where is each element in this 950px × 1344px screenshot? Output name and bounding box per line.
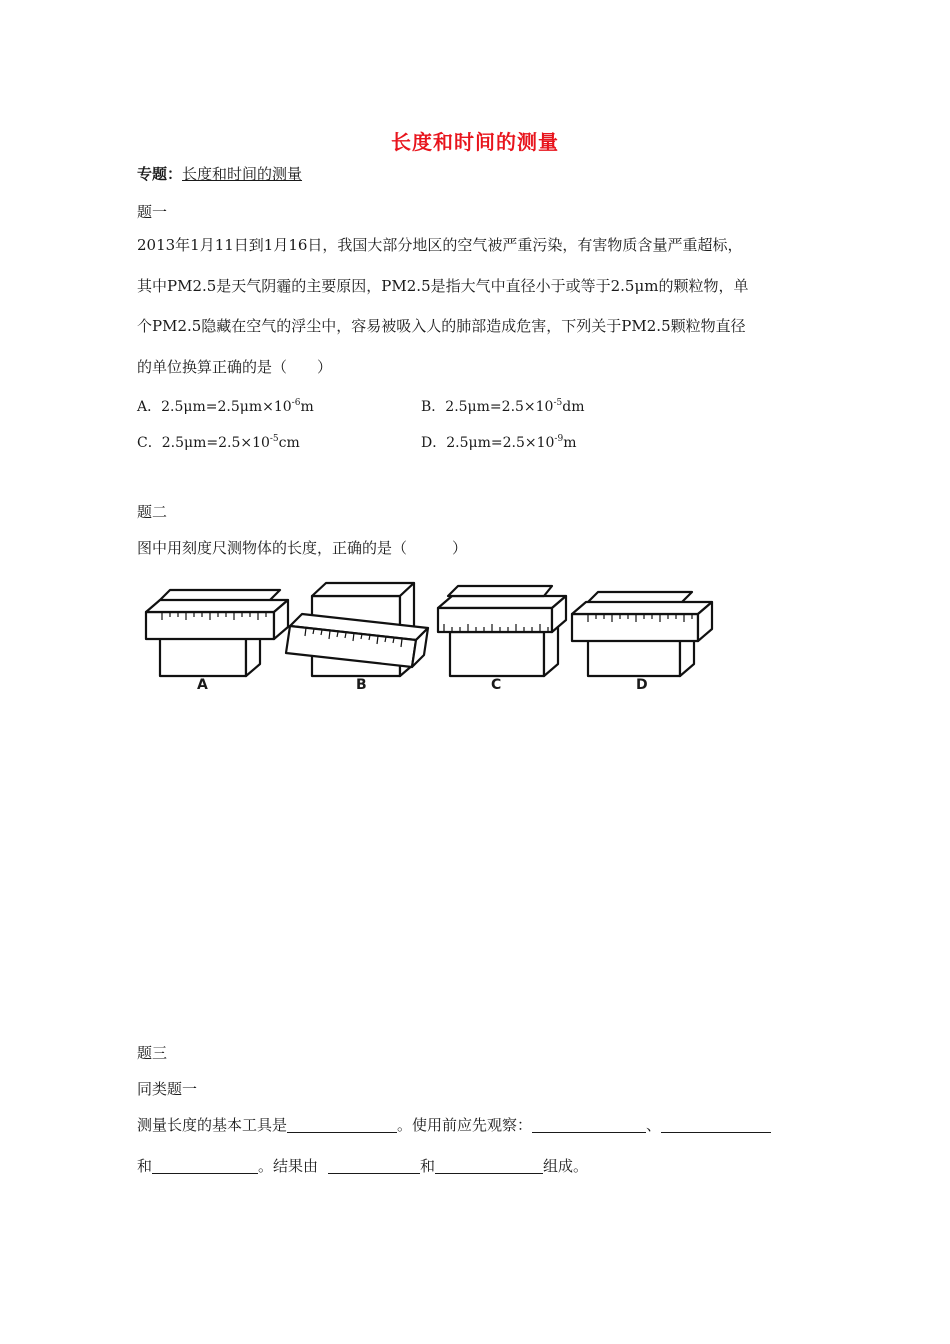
page-title: 长度和时间的测量 — [391, 130, 559, 154]
figure-label-a: A — [197, 677, 208, 693]
figure-c — [438, 586, 566, 676]
q1-option-c: C．$2.5\mu m=2.5\times 10^{-5}cm$ — [137, 434, 300, 451]
q1-line-4: 的单位换算正确的是（ ） — [137, 357, 333, 376]
q2-header: 题二 — [137, 503, 168, 521]
answer-blank-3[interactable] — [661, 1116, 771, 1133]
topic-line — [137, 163, 302, 184]
q1-line-3: 个PM2.5隐藏在空气的浮尘中，容易被吸入人的肺部造成危害，下列关于PM2.5颗粒物直径 — [137, 317, 746, 335]
figure-label-c: C — [491, 677, 502, 693]
figure-a — [146, 590, 288, 676]
ruler-measurement-figure — [140, 574, 720, 699]
q1-option-d: D．$2.5\mu m=2.5\times 10^{-9}m$ — [421, 434, 577, 451]
answer-blank-6[interactable] — [435, 1157, 543, 1174]
figure-label-d: D — [636, 677, 648, 693]
answer-blank-4[interactable] — [152, 1157, 258, 1174]
q3-subheader: 同类题一 — [137, 1080, 198, 1098]
answer-blank-2[interactable] — [532, 1116, 646, 1133]
answer-blank-1[interactable] — [287, 1116, 397, 1133]
q1-option-b: B．$2.5\mu m=2.5\times 10^{-5}dm$ — [421, 398, 585, 415]
q3-line2-text-4: 组成。 — [543, 1157, 589, 1175]
q3-line-1 — [137, 1114, 771, 1135]
answer-blank-5[interactable] — [328, 1157, 420, 1174]
q1-option-a: A．$2.5\mu m=2.5\mu m\times 10^{-6}m$ — [137, 398, 314, 415]
q3-line1-text-3: 、 — [646, 1116, 662, 1134]
q1-paragraph — [137, 225, 748, 387]
q3-line-2 — [137, 1155, 588, 1176]
figure-label-b: B — [356, 677, 367, 693]
figure-b — [286, 583, 428, 676]
q2-text: 图中用刻度尺测物体的长度，正确的是（ ） — [137, 539, 468, 557]
topic-label: 专题： — [137, 165, 183, 183]
q3-line1-text-2: 。使用前应先观察： — [397, 1116, 533, 1134]
q3-line2-text-1: 和 — [137, 1157, 153, 1175]
q1-line-1: 2013年1月11日到1月16日，我国大部分地区的空气被严重污染，有害物质含量严重超标， — [137, 236, 743, 254]
figure-d — [572, 592, 712, 676]
q3-line2-text-3: 和 — [420, 1157, 436, 1175]
topic-value: 长度和时间的测量 — [182, 165, 303, 183]
q3-header: 题三 — [137, 1044, 168, 1062]
q3-line1-text-1: 测量长度的基本工具是 — [137, 1116, 288, 1134]
q1-header: 题一 — [137, 203, 168, 221]
q3-line2-text-2: 。结果由 — [258, 1157, 319, 1175]
q1-line-2: 其中PM2.5是天气阴霾的主要原因，PM2.5是指大气中直径小于或等于2.5μm的颗粒物，单 — [137, 276, 749, 295]
